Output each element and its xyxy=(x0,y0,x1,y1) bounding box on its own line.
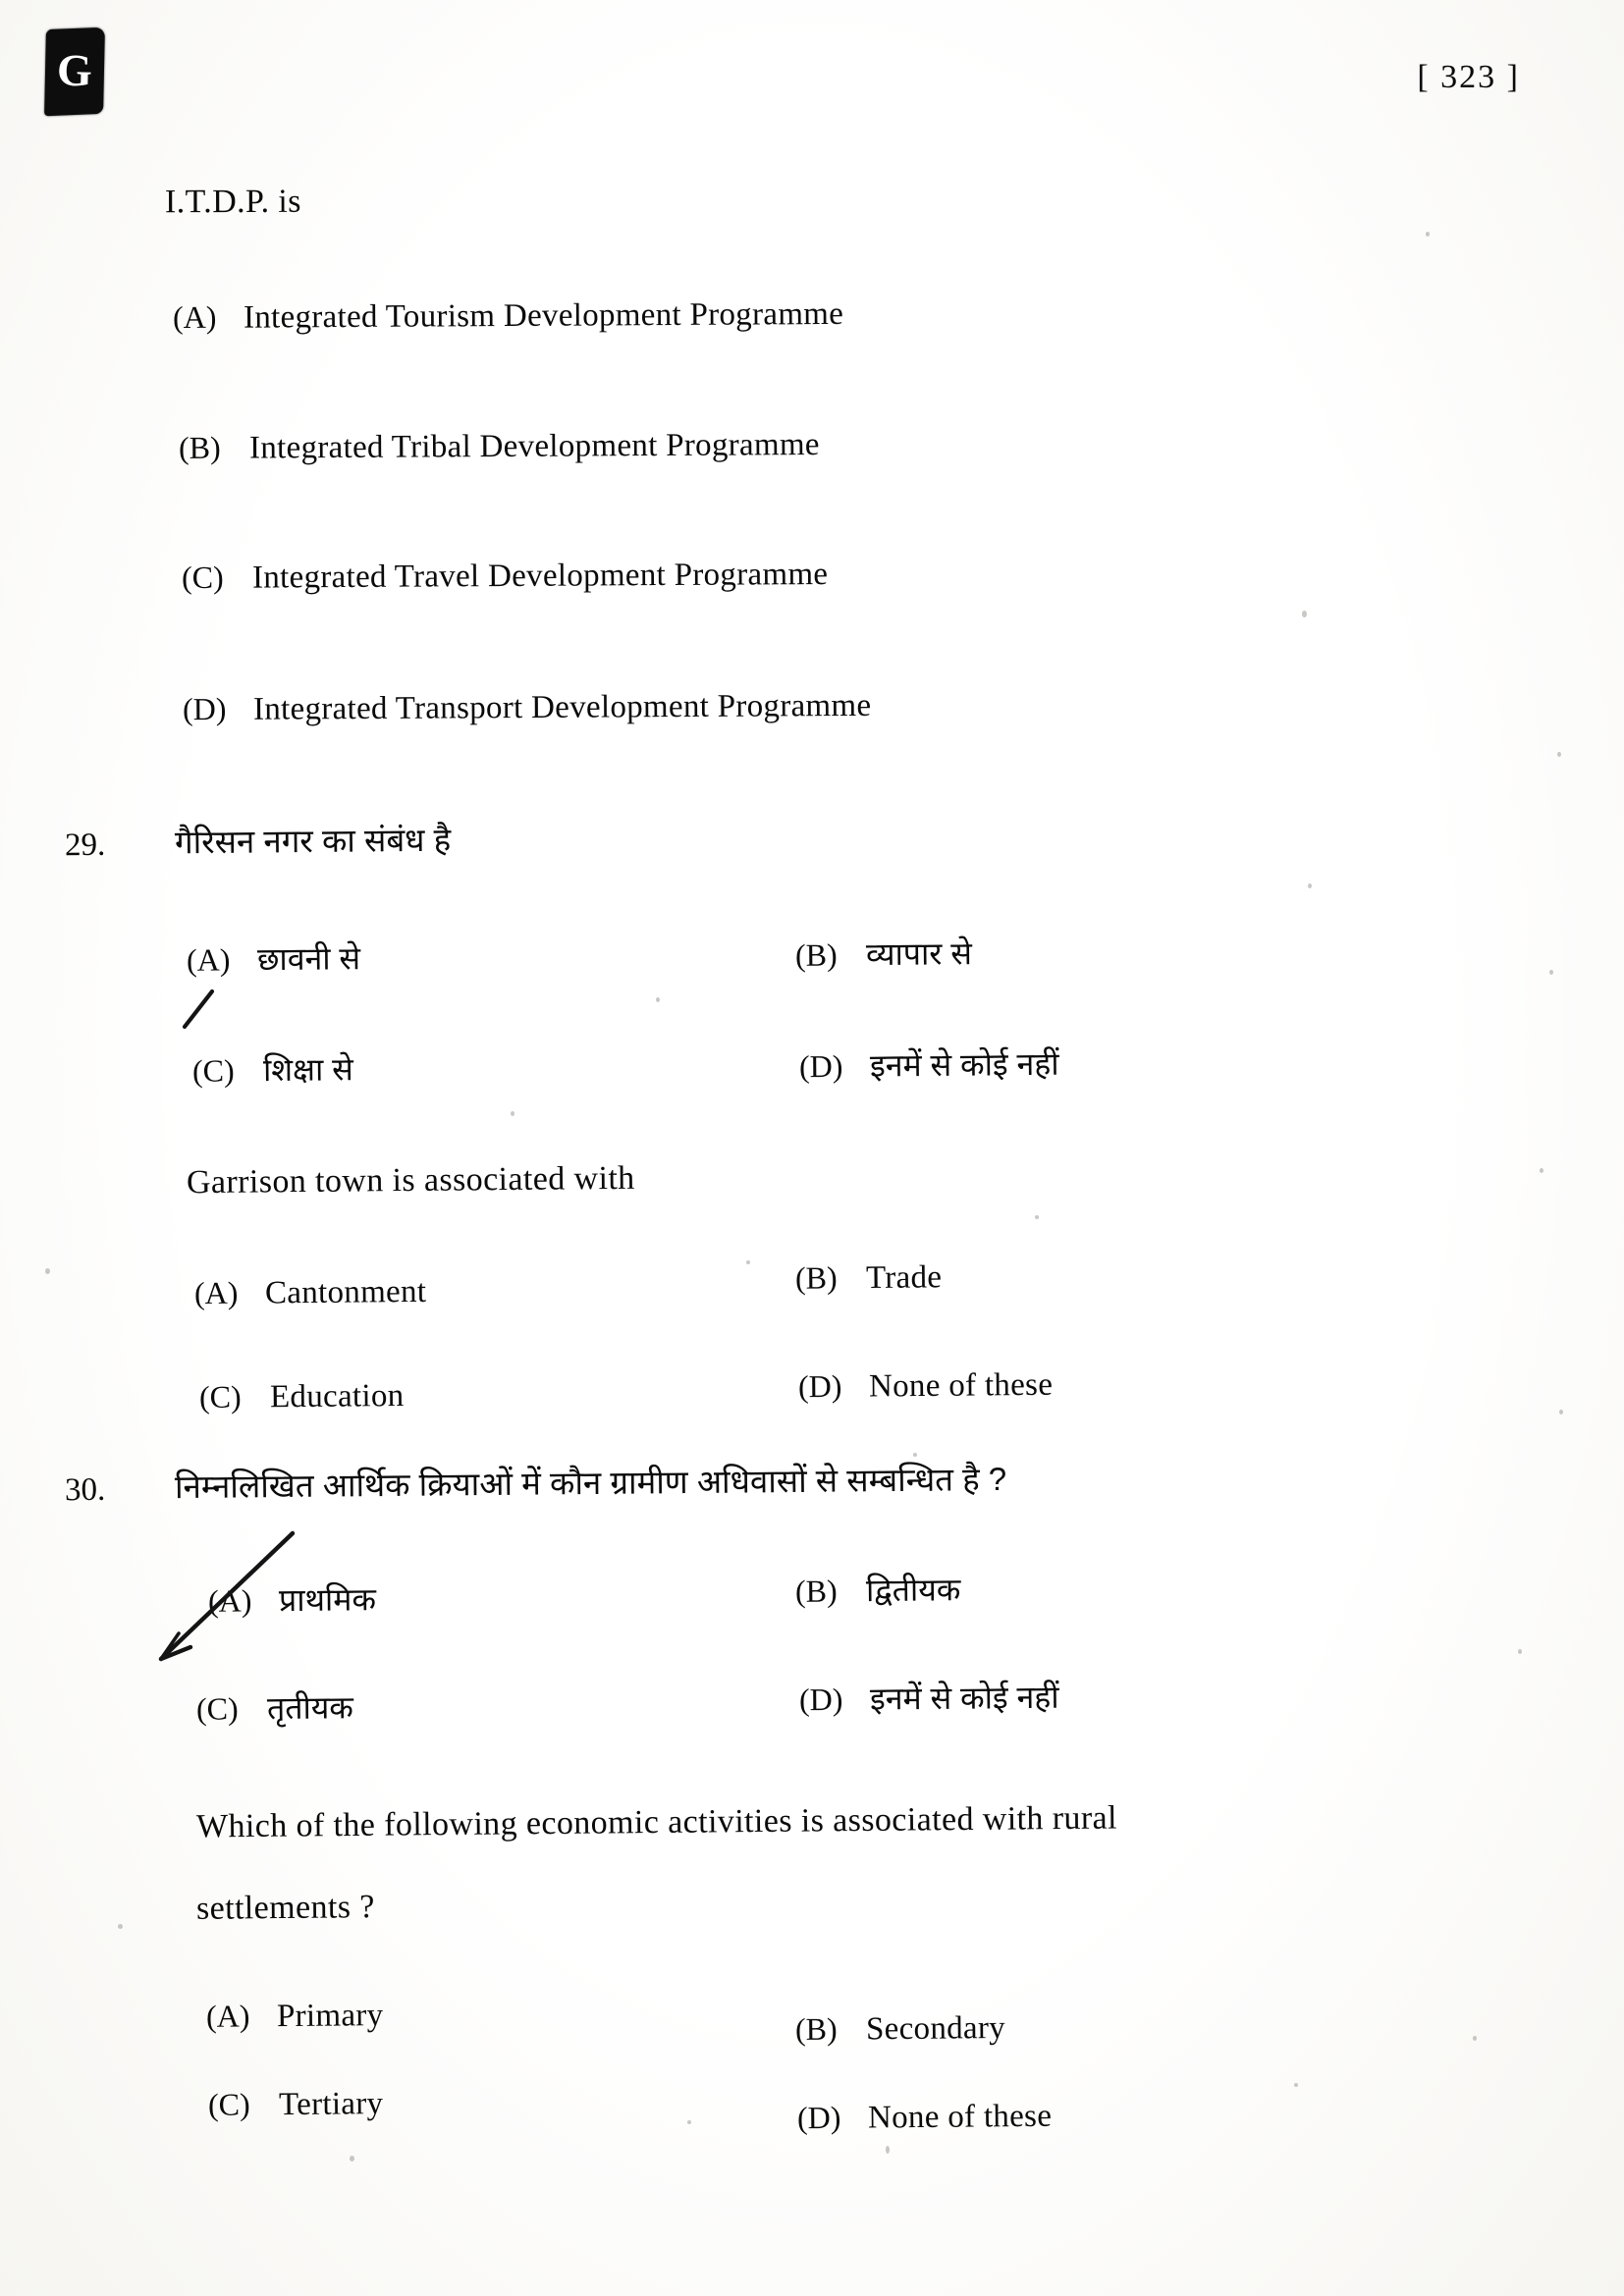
option-text-b: Trade xyxy=(865,1259,943,1297)
series-badge-icon xyxy=(44,27,105,117)
q30-option-hi-b[interactable] xyxy=(795,1568,961,1612)
q29-option-hi-c[interactable] xyxy=(192,1047,353,1092)
option-text-a: Primary xyxy=(276,1998,384,2035)
q30-option-en-a[interactable] xyxy=(206,1997,384,2036)
option-label-b: (B) xyxy=(794,936,838,973)
option-label-d: (D) xyxy=(798,1681,843,1718)
pen-mark-q29-option-a xyxy=(179,982,238,1035)
q30-option-en-d[interactable] xyxy=(797,2098,1053,2137)
option-text-a: छावनी से xyxy=(256,940,361,978)
option-label-d: (D) xyxy=(182,690,227,727)
question-30-stem-hindi: निम्नलिखित आर्थिक क्रियाओं में कौन ग्रामीण अधिवासों से सम्बन्धित है ? xyxy=(174,1460,1007,1506)
q29-option-en-d[interactable] xyxy=(798,1366,1054,1406)
option-text-d: इनमें से कोई नहीं xyxy=(869,1045,1059,1084)
option-label-a: (A) xyxy=(186,941,231,978)
option-text-a: Cantonment xyxy=(264,1273,427,1311)
option-label-c: (C) xyxy=(195,1690,239,1727)
option-label-b: (B) xyxy=(794,1259,838,1296)
option-text-c: Integrated Travel Development Programme xyxy=(251,556,829,596)
question-30-stem-english-line1: Which of the following economic activities is associated with rural xyxy=(195,1799,1118,1845)
question-number-29: 29. xyxy=(64,827,106,864)
page-marker: [ 323 ] xyxy=(1417,59,1520,95)
option-label-d: (D) xyxy=(798,1047,843,1085)
q30-option-hi-a[interactable] xyxy=(208,1577,376,1622)
option-label-a: (A) xyxy=(207,1582,252,1619)
option-itdp-d[interactable] xyxy=(183,687,872,728)
option-label-b: (B) xyxy=(178,429,221,465)
q29-option-en-b[interactable] xyxy=(795,1258,943,1297)
option-text-c: शिक्षा से xyxy=(262,1051,353,1089)
option-text-a: प्राथमिक xyxy=(278,1581,377,1619)
option-label-a: (A) xyxy=(193,1274,239,1311)
q30-option-en-b[interactable] xyxy=(795,2009,1005,2049)
option-itdp-c[interactable] xyxy=(182,556,829,597)
question-30-stem-english-line2: settlements ? xyxy=(195,1889,375,1927)
option-text-d: इनमें से कोई नहीं xyxy=(869,1679,1059,1717)
q30-option-hi-c[interactable] xyxy=(196,1685,353,1730)
option-text-d: Integrated Transport Development Programme xyxy=(252,687,872,727)
question-29-stem-hindi: गैरिसन नगर का संबंध है xyxy=(174,821,452,861)
question-number-30: 30. xyxy=(64,1471,106,1509)
option-label-a: (A) xyxy=(172,298,217,336)
q29-option-en-a[interactable] xyxy=(194,1273,427,1312)
option-text-d: None of these xyxy=(867,2098,1053,2136)
option-label-a: (A) xyxy=(205,1998,250,2034)
option-itdp-a[interactable] xyxy=(173,295,843,337)
q30-option-en-c[interactable] xyxy=(208,2085,384,2124)
q29-option-hi-b[interactable] xyxy=(795,932,972,976)
option-label-c: (C) xyxy=(207,2086,250,2122)
option-label-b: (B) xyxy=(794,1573,838,1609)
q29-option-hi-d[interactable] xyxy=(799,1042,1059,1088)
option-text-b: Secondary xyxy=(865,2009,1006,2048)
series-badge-letter: G xyxy=(56,44,93,96)
option-text-c: Tertiary xyxy=(278,2086,384,2123)
question-stem-itdp: I.T.D.P. is xyxy=(164,183,301,221)
option-label-d: (D) xyxy=(796,2099,841,2136)
option-text-b: द्वितीयक xyxy=(865,1572,961,1609)
option-itdp-b[interactable] xyxy=(179,426,820,467)
option-text-b: Integrated Tribal Development Programme xyxy=(248,427,820,466)
option-label-c: (C) xyxy=(191,1052,235,1089)
option-text-a: Integrated Tourism Development Programme xyxy=(243,295,844,336)
option-label-c: (C) xyxy=(181,559,224,596)
option-label-c: (C) xyxy=(198,1378,242,1415)
question-29-stem-english: Garrison town is associated with xyxy=(186,1159,635,1201)
option-text-c: तृतीयक xyxy=(266,1689,354,1727)
option-text-b: व्यापार से xyxy=(865,935,973,973)
option-text-c: Education xyxy=(269,1378,405,1415)
option-text-d: None of these xyxy=(868,1366,1054,1405)
q30-option-hi-d[interactable] xyxy=(799,1676,1059,1721)
option-label-b: (B) xyxy=(794,2010,838,2048)
q29-option-en-c[interactable] xyxy=(199,1377,405,1416)
q29-option-hi-a[interactable] xyxy=(187,936,360,981)
option-label-d: (D) xyxy=(797,1367,842,1405)
